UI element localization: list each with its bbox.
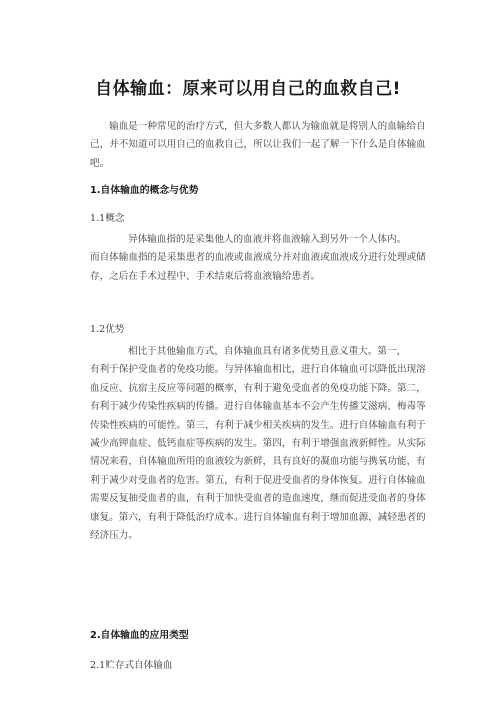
advantages-line: 减少高钾血症、低钙血症等疾病的发生。第四，有利于增强血液新鲜性。从实际 — [90, 438, 426, 450]
concept-line: 而自体输血指的是采集患者的血液或血液成分并对血液或血液成分进行处理或储 — [90, 252, 426, 264]
advantages-line: 康复。第六，有利于降低治疗成本。进行自体输血有利于增加血源，减轻患者的 — [90, 511, 426, 523]
advantages-line: 有利于减少传染性疾病的传播。进行自体输血基本不会产生传播艾滋病、梅毒等 — [90, 401, 426, 413]
advantages-line: 血反应、抗宿主反应等问题的概率，有利于避免受血者的免疫功能下降。第二， — [90, 382, 426, 394]
advantages-line: 有利于保护受血者的免疫功能。与异体输血相比，进行自体输血可以降低出现溶 — [90, 364, 426, 376]
intro-paragraph — [90, 118, 426, 173]
intro-line: 输血是一种常见的治疗方式，但大多数人都认为输血就是将别人的血输给自 — [109, 121, 426, 132]
advantages-line: 情况来看，自体输血所用的血液较为新鲜，具有良好的凝血功能与携氧功能，有 — [90, 456, 426, 468]
advantages-line: 传染性疾病的可能性。第三，有利于减少相关疾病的发生。进行自体输血有利于 — [90, 419, 426, 431]
section-2-heading: 2.自体输血的应用类型 — [90, 630, 189, 641]
advantages-line: 需要反复抽受血者的血，有利于加快受血者的造血速度，继而促进受血者的身体 — [90, 493, 426, 505]
concept-line: 异体输血指的是采集他人的血液并将血液输入到另外一个人体内。 — [128, 234, 407, 245]
section-1-1-heading: 1.1概念 — [90, 213, 125, 224]
advantages-line: 经济压力。 — [90, 530, 138, 542]
concept-paragraph — [90, 231, 426, 286]
section-1-2-heading: 1.2优势 — [90, 324, 125, 335]
advantages-line: 利于减少对受血者的危害。第五，有利于促进受血者的身体恢复。进行自体输血 — [90, 474, 426, 486]
intro-line: 己，并不知道可以用自己的血救自己，所以让我们一起了解一下什么是自体输血 — [90, 139, 426, 151]
section-2-1-heading: 2.1贮存式自体输血 — [90, 660, 173, 671]
document-title: 自体输血：原来可以用自己的血救自己! — [95, 79, 401, 99]
advantages-line: 相比于其他输血方式，自体输血具有诸多优势且意义重大。第一， — [128, 346, 407, 357]
section-1-heading: 1.自体输血的概念与优势 — [90, 185, 199, 196]
intro-line: 吧。 — [90, 157, 110, 169]
advantages-paragraph — [90, 343, 426, 545]
concept-line: 存，之后在手术过程中、手术结束后将血液输给患者。 — [90, 270, 321, 282]
